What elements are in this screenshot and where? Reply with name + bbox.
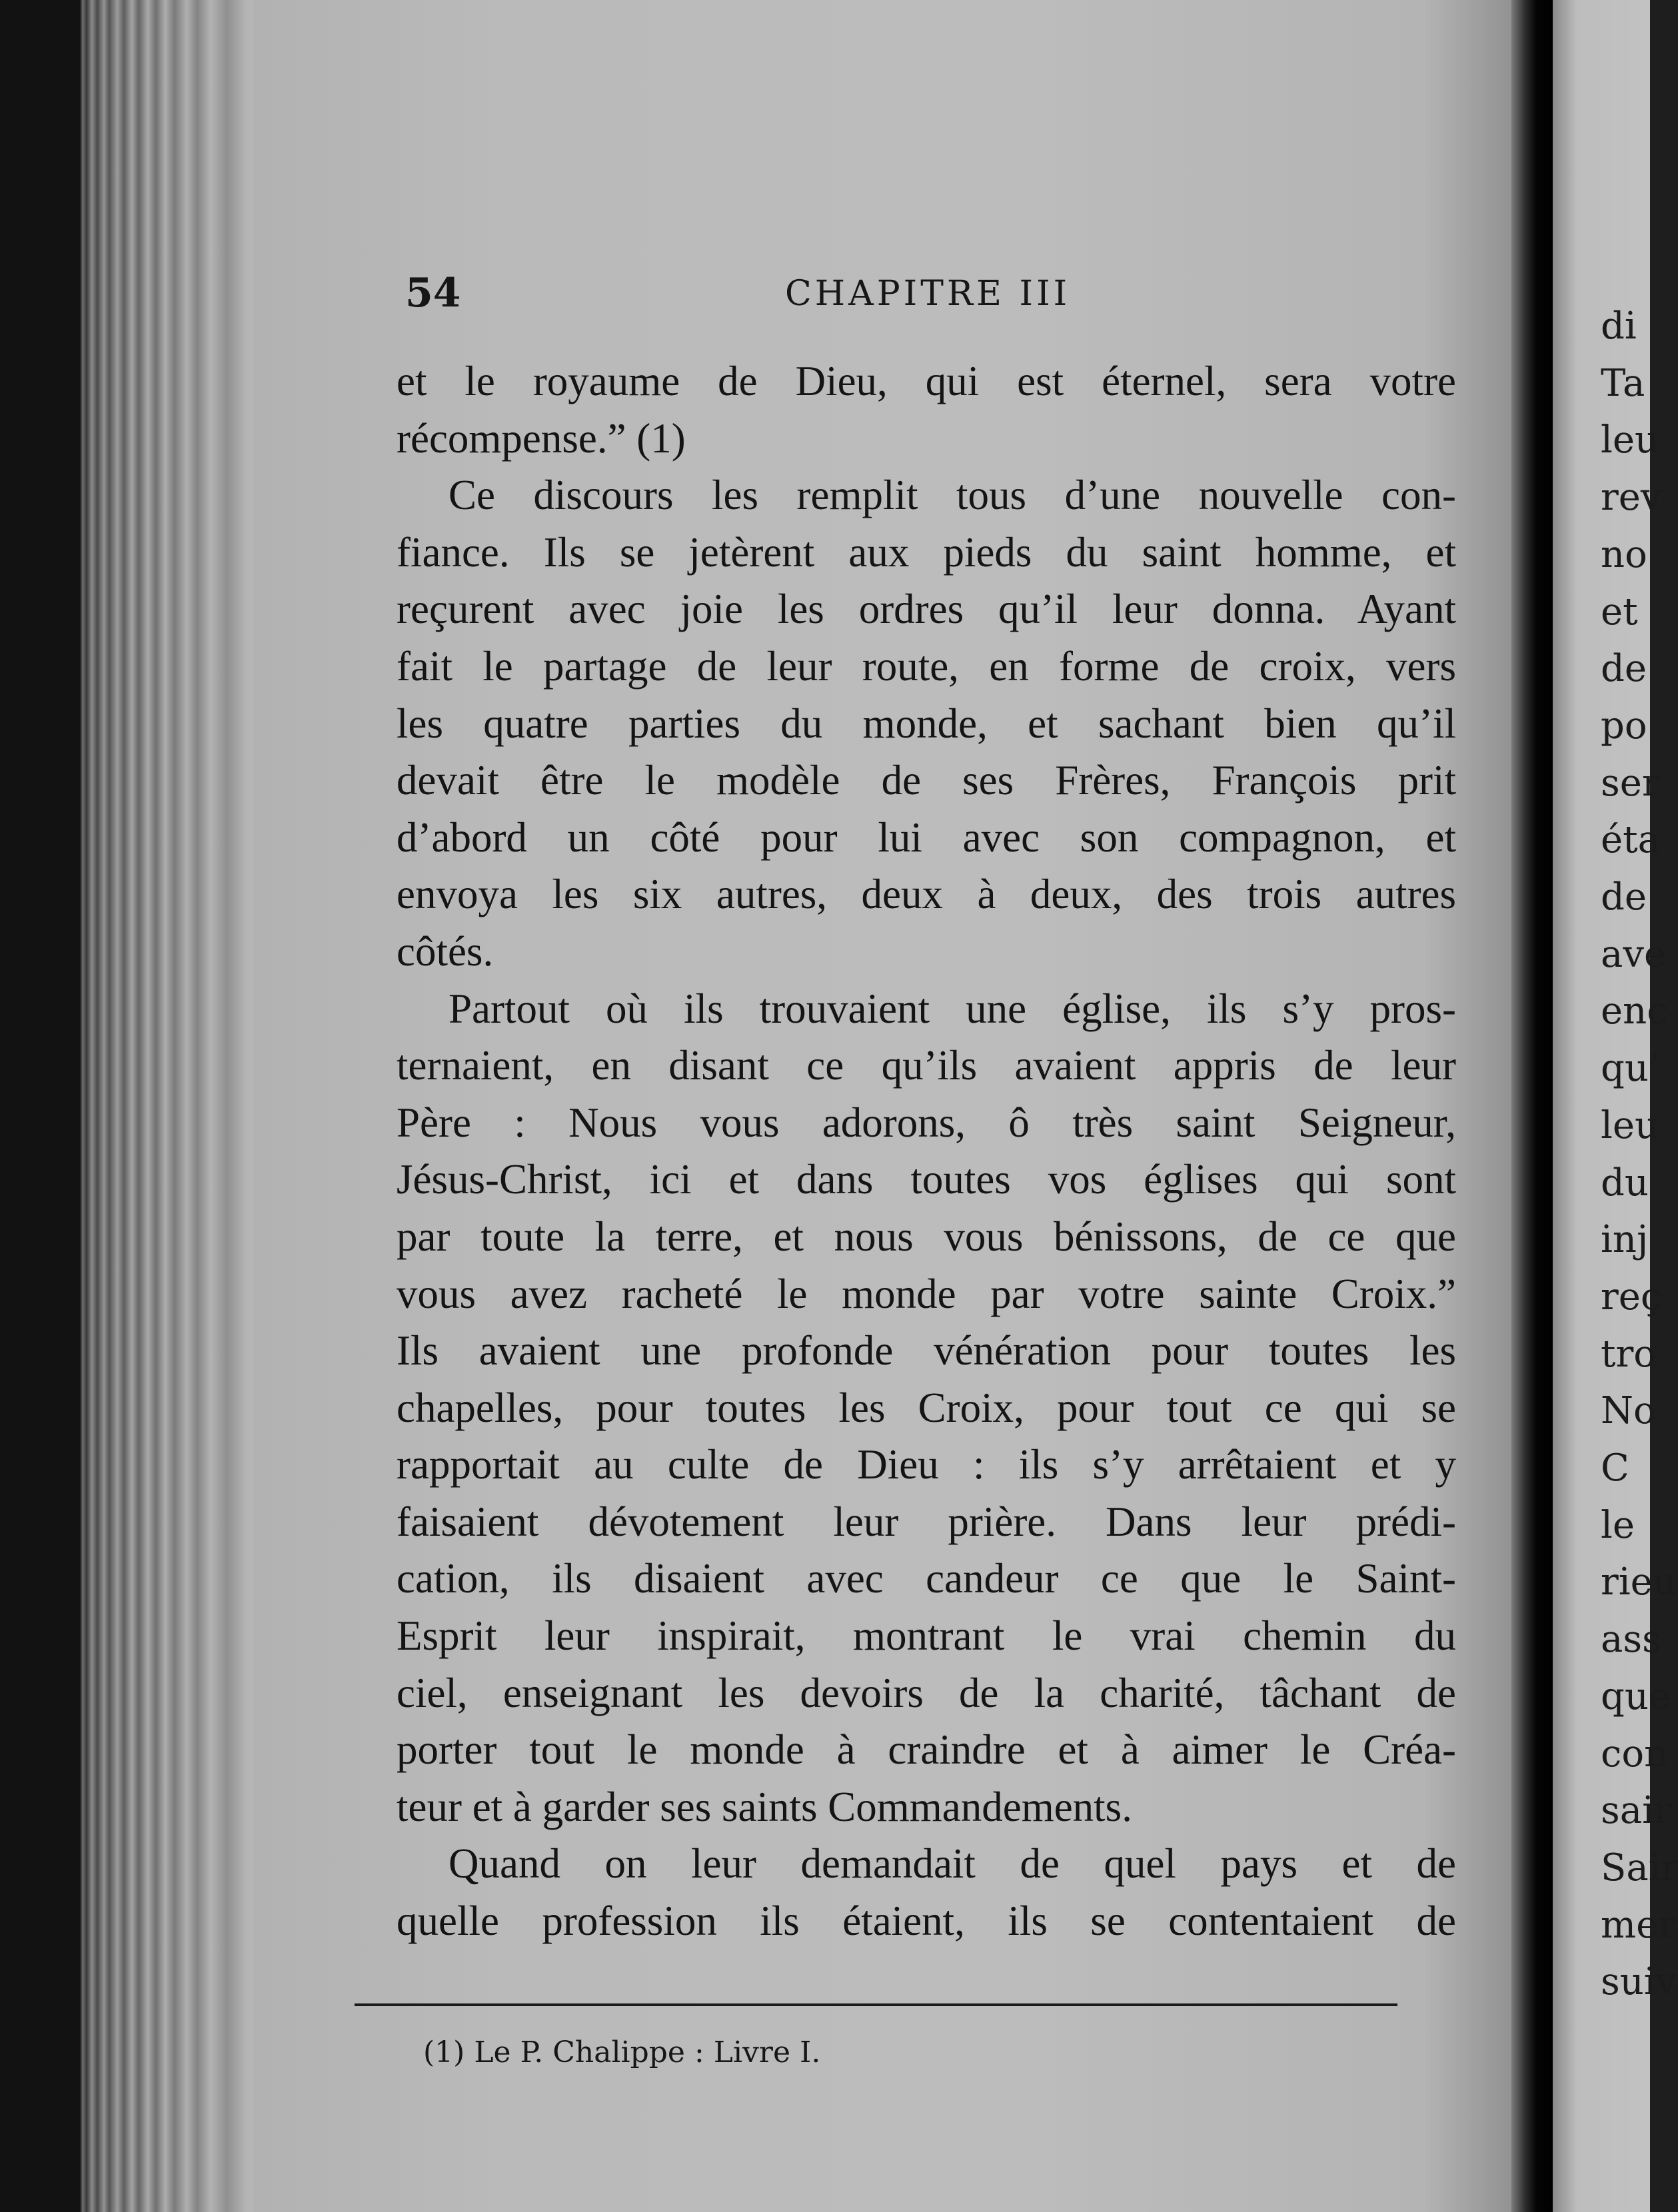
text-line: Jésus-Christ, ici et dans toutes vos églises qui sont [397, 1156, 1456, 1203]
facing-page-fragment: que [1601, 1674, 1671, 1718]
text-line: envoya les six autres, deux à deux, des trois autres [397, 871, 1456, 918]
text-line: Père : Nous vous adorons, ô très saint Seigneur, [397, 1099, 1456, 1146]
facing-page-fragment: mer [1601, 1903, 1677, 1947]
facing-page-fragment: con [1601, 1732, 1669, 1776]
text-line: les quatre parties du monde, et sachant bien qu’il [397, 700, 1456, 747]
text-line: devait être le modèle de ses Frères, François prit [397, 757, 1456, 804]
facing-page-fragment: sair [1601, 1789, 1672, 1833]
facing-page-fragment: rieu [1601, 1560, 1677, 1604]
chapter-title: CHAPITRE III [785, 274, 1071, 314]
facing-page-fragment: leu [1601, 1103, 1659, 1147]
facing-page-fragment: enc [1601, 989, 1668, 1033]
page-number: 54 [405, 270, 461, 316]
page-stack-edges [0, 0, 267, 2212]
text-line: reçurent avec joie les ordres qu’il leur donna. Ayant [397, 586, 1456, 633]
text-line: fiance. Ils se jetèrent aux pieds du saint homme, et [397, 528, 1456, 576]
facing-page-fragment: C [1601, 1446, 1629, 1490]
facing-page-fragment: de [1601, 875, 1647, 919]
facing-page-fragment: reç [1601, 1275, 1662, 1319]
facing-page-fragment: rev [1601, 476, 1662, 520]
text-line: ciel, enseignant les devoirs de la charité, tâchant de [397, 1669, 1456, 1716]
facing-page-fragment: de [1601, 647, 1647, 691]
page-header [405, 270, 1451, 316]
facing-page-fragment: qu’ [1601, 1047, 1661, 1091]
text-line: teur et à garder ses saints Commandements. [397, 1783, 1132, 1830]
facing-page-fragment: leu [1601, 418, 1659, 462]
text-line: faisaient dévotement leur prière. Dans leur prédi- [397, 1498, 1456, 1545]
facing-page-fragment: ave [1601, 932, 1667, 976]
text-line: Esprit leur inspirait, montrant le vrai chemin du [397, 1612, 1456, 1660]
text-line: Partout où ils trouvaient une église, ils s’y pros- [448, 985, 1456, 1032]
facing-page-fragment: po [1601, 704, 1647, 748]
footnote-rule [355, 2003, 1397, 2006]
facing-page-fragment: suiv [1601, 1960, 1677, 2004]
text-line: côtés. [397, 927, 494, 975]
body-text [397, 353, 1456, 1950]
facing-page-fragment: inj [1601, 1218, 1649, 1262]
text-line: et le royaume de Dieu, qui est éternel, sera votre [397, 358, 1456, 404]
facing-page-fragment: Sair [1601, 1846, 1678, 1890]
facing-page-fragment: et [1601, 590, 1638, 634]
facing-page [1553, 0, 1678, 2212]
facing-page-fragment: ser [1601, 761, 1660, 805]
text-line: cation, ils disaient avec candeur ce que le Saint- [397, 1555, 1456, 1602]
facing-page-fragment: le [1601, 1503, 1635, 1547]
text-line: par toute la terre, et nous vous bénissons, de ce que [397, 1213, 1456, 1260]
text-line: récompense.” (1) [397, 414, 686, 462]
facing-page-fragment: no [1601, 532, 1647, 576]
text-line: chapelles, pour toutes les Croix, pour tout ce qui se [397, 1384, 1456, 1431]
facing-page-fragment: No [1601, 1389, 1656, 1433]
text-line: rapportait au culte de Dieu : ils s’y arrêtaient et y [397, 1441, 1456, 1488]
text-line: Ils avaient une profonde vénération pour toutes les [397, 1327, 1456, 1375]
facing-page-fragment: Ta [1601, 361, 1645, 405]
book-gutter [1511, 0, 1553, 2212]
text-line: Quand on leur demandait de quel pays et de [448, 1840, 1456, 1888]
text-line: porter tout le monde à craindre et à aimer le Créa- [397, 1726, 1456, 1774]
text-line: fait le partage de leur route, en forme de croix, vers [397, 642, 1456, 690]
text-line: quelle profession ils étaient, ils se contentaient de [397, 1898, 1456, 1945]
footnote: (1) Le P. Chalippe : Livre I. [423, 2035, 821, 2069]
text-line: d’abord un côté pour lui avec son compagnon, et [397, 814, 1456, 861]
text-line: Ce discours les remplit tous d’une nouvelle con- [448, 472, 1456, 519]
facing-page-fragment: tro [1601, 1332, 1656, 1376]
text-line: ternaient, en disant ce qu’ils avaient appris de leur [397, 1042, 1456, 1089]
facing-page-fragment: ass [1601, 1618, 1661, 1662]
facing-page-fragment: du [1601, 1161, 1649, 1205]
facing-page-fragment: éta [1601, 818, 1661, 862]
text-line: vous avez racheté le monde par votre sainte Croix.” [397, 1270, 1456, 1317]
facing-page-fragment: di [1601, 304, 1637, 348]
